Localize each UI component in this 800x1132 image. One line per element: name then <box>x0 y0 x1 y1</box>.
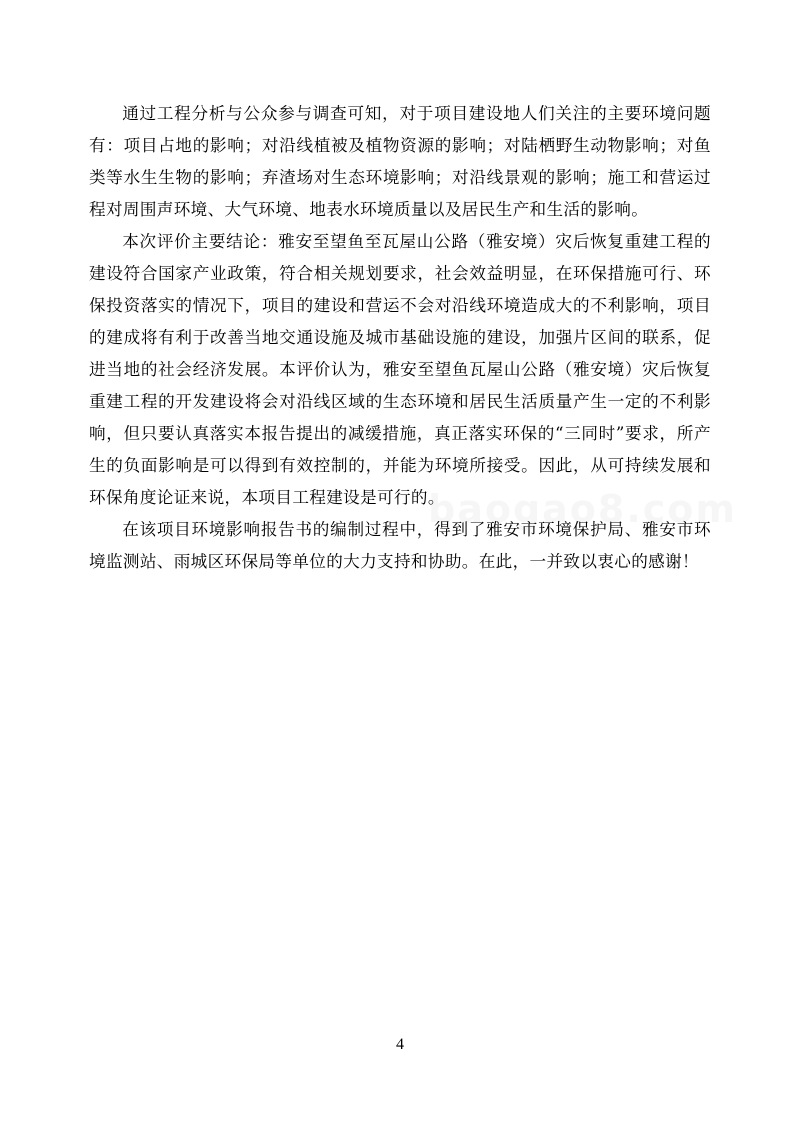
page-body <box>89 98 711 578</box>
paragraph-conclusion: 本次评价主要结论：雅安至望鱼至瓦屋山公路（雅安境）灾后恢复重建工程的建设符合国家产业政策，符合相关规划要求，社会效益明显，在环保措施可行、环保投资落实的情况下，项目的建设和营运不会对沿线环境造成大的不利影响，项目的建成将有利于改善当地交通设施及城市基础设施的建设，加强片区间的联系，促进当地的社会经济发展。本评价认为，雅安至望鱼瓦屋山公路（雅安境）灾后恢复重建工程的开发建设将会对沿线区域的生态环境和居民生活质量产生一定的不利影响，但只要认真落实本报告提出的减缓措施，真正落实环保的“三同时”要求，所产生的负面影响是可以得到有效控制的，并能为环境所接受。因此，从可持续发展和环保角度论证来说，本项目工程建设是可行的。 <box>89 232 711 507</box>
paragraph-concerns: 通过工程分析与公众参与调查可知，对于项目建设地人们关注的主要环境问题有：项目占地的影响；对沿线植被及植物资源的影响；对陆栖野生动物影响；对鱼类等水生生物的影响；弃渣场对生态环境影响；对沿线景观的影响；施工和营运过程对周围声环境、大气环境、地表水环境质量以及居民生产和生活的影响。 <box>89 104 711 219</box>
paragraph-acknowledgement: 在该项目环境影响报告书的编制过程中，得到了雅安市环境保护局、雅安市环境监测站、雨城区环保局等单位的大力支持和协助。在此，一并致以衷心的感谢！ <box>89 520 711 571</box>
page-number: 4 <box>396 1036 404 1053</box>
watermark: baogao8.com <box>428 487 738 531</box>
